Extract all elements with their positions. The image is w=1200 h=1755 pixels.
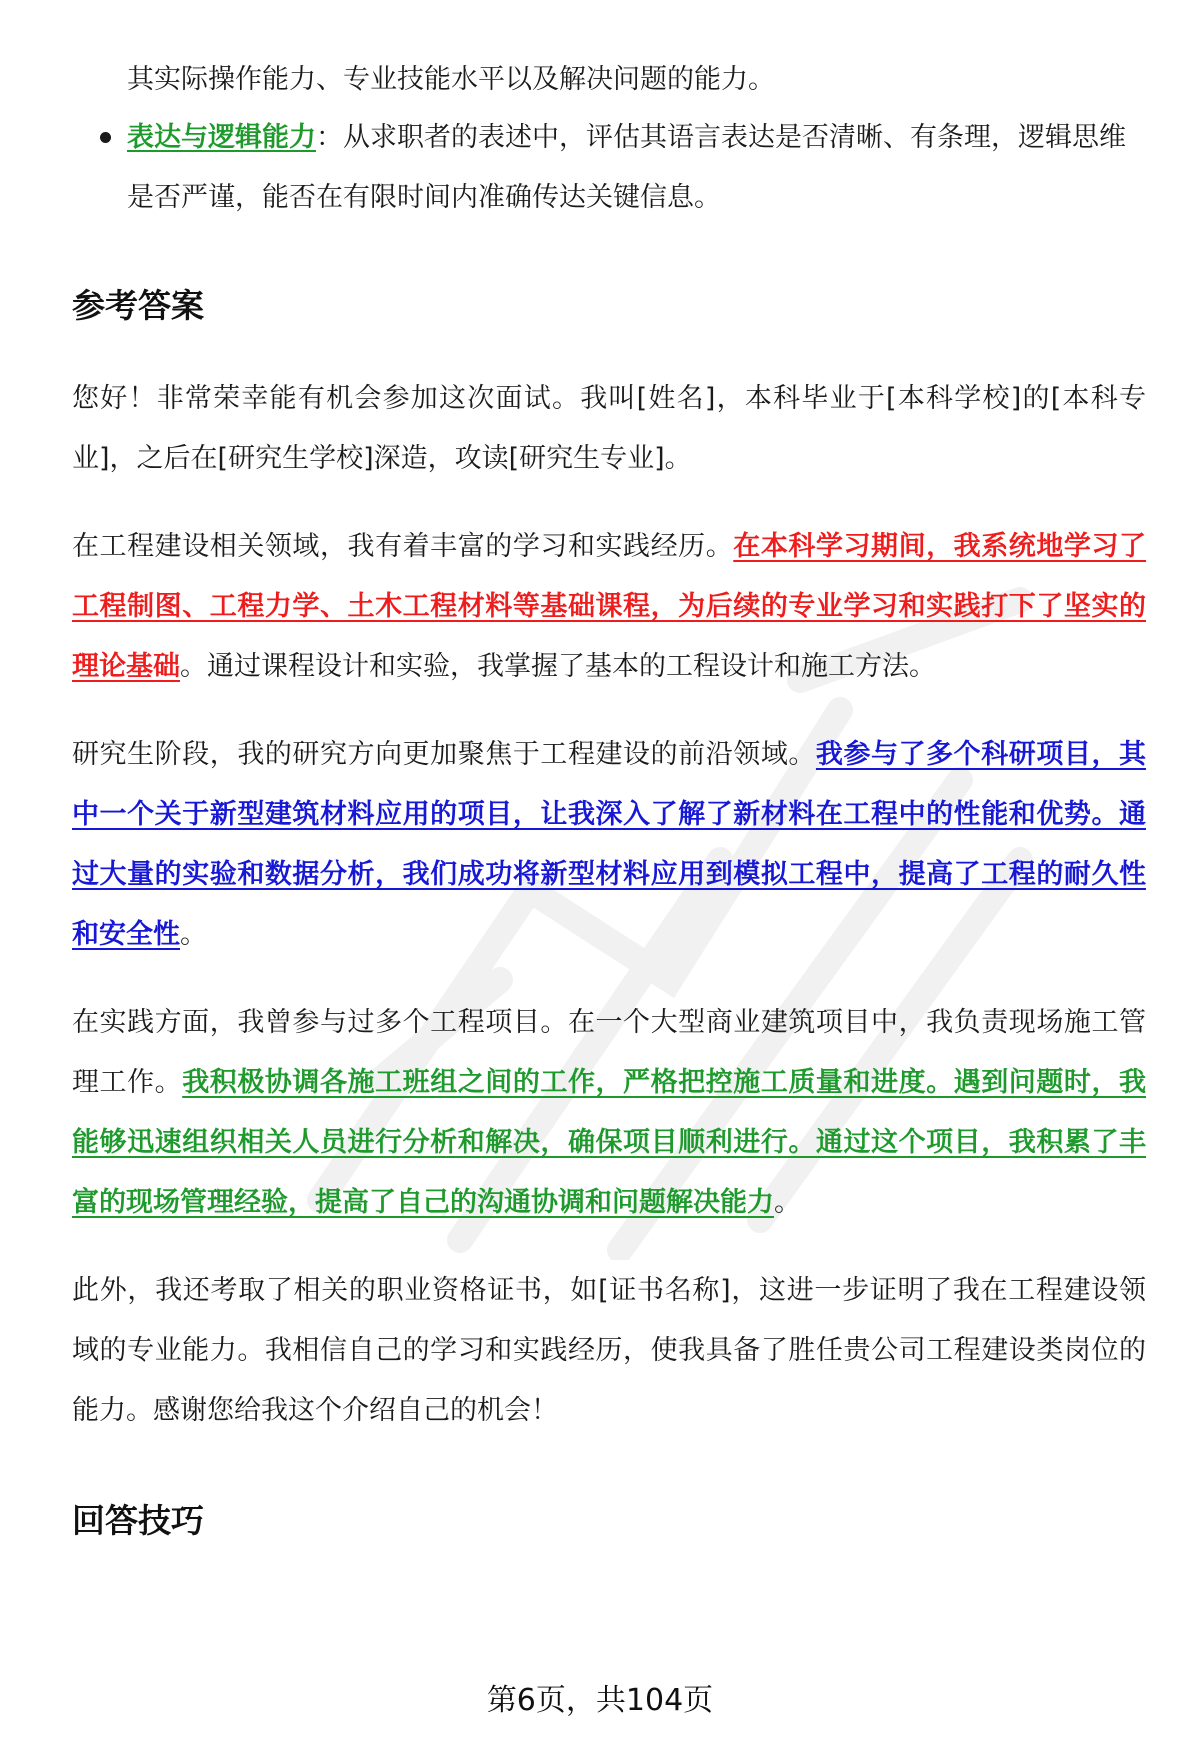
answer-paragraph-closing: 此外，我还考取了相关的职业资格证书，如[证书名称]，这进一步证明了我在工程建设领域的专业能力。我相信自己的学习和实践经历，使我具备了胜任贵公司工程建设类岗位的能力。感谢您给我这个介绍自己的机会！ — [72, 1275, 1146, 1426]
bullet-item-expression-logic — [72, 108, 1146, 228]
answer-paragraph-practice — [72, 993, 1146, 1233]
section-heading-reference-answer: 参考答案 — [72, 286, 204, 325]
answer-paragraph-undergraduate — [72, 517, 1146, 697]
highlighted-text-blue: 我参与了多个科研项目，其中一个关于新型建筑材料应用的项目，让我深入了解了新材料在工程中的性能和优势。通过大量的实验和数据分析，我们成功将新型材料应用到模拟工程中，提高了工程的耐久性和安全性 — [72, 739, 1147, 950]
highlighted-text-green: 我积极协调各施工班组之间的工作，严格把控施工质量和进度。遇到问题时，我能够迅速组织相关人员进行分析和解决，确保项目顺利进行。通过这个项目，我积累了丰富的现场管理经验，提高了自己的沟通协调和问题解决能力 — [72, 1067, 1147, 1218]
bullet-term: 表达与逻辑能力 — [127, 122, 316, 153]
section-heading-answer-tips: 回答技巧 — [72, 1501, 204, 1540]
bullet-dot-icon — [100, 132, 111, 143]
bullet-continuation-text: 其实际操作能力、专业技能水平以及解决问题的能力。 — [127, 64, 775, 95]
main-content — [72, 52, 1146, 1542]
bullet-description: ：从求职者的表述中，评估其语言表达是否清晰、有条理，逻辑思维是否严谨，能否在有限时间内准确传达关键信息。 — [127, 122, 1126, 213]
page-number-footer: 第6页，共104页 — [486, 1683, 714, 1718]
paragraph-text: 在工程建设相关领域，我有着丰富的学习和实践经历。 — [72, 531, 734, 562]
paragraph-text: 研究生阶段，我的研究方向更加聚焦于工程建设的前沿领域。 — [72, 739, 816, 770]
highlighted-text-red: 在本科学习期间，我系统地学习了工程制图、工程力学、土木工程材料等基础课程，为后续的专业学习和实践打下了坚实的理论基础 — [72, 531, 1147, 682]
paragraph-text: 在实践方面，我曾参与过多个工程项目。在一个大型商业建筑项目中，我负责现场施工管理工作。 — [72, 1007, 1146, 1098]
answer-paragraph-intro: 您好！非常荣幸能有机会参加这次面试。我叫[姓名]，本科毕业于[本科学校]的[本科专业]，之后在[研究生学校]深造，攻读[研究生专业]。 — [72, 383, 1146, 474]
paragraph-text: 。 — [180, 919, 207, 950]
paragraph-text: 。 — [774, 1187, 801, 1218]
answer-paragraph-graduate — [72, 725, 1146, 965]
paragraph-text: 。通过课程设计和实验，我掌握了基本的工程设计和施工方法。 — [180, 651, 936, 682]
